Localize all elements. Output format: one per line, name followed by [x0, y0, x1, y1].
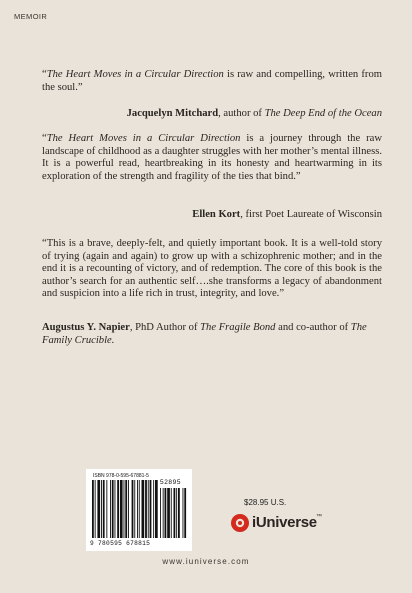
barcode-bar [150, 480, 152, 538]
blurb-2-role: , first Poet Laureate of Wisconsin [240, 209, 382, 220]
blurb-1-work: The Deep End of the Ocean [264, 108, 382, 119]
barcode-bar [106, 480, 107, 538]
blurb-3-text: “This is a brave, deeply-felt, and quietly important book. It is a well-told story of trying (again and again) to grow up with a schizophrenic mother; and in the end it is a recounting of victory, and of redemption. The core of this book is the author’s search for an authentic self….she transforms a legacy of abandonment and suspicion into a life rich in trust, integrity, and love.” [42, 238, 382, 300]
price: $28.95 U.S. [244, 498, 287, 507]
barcode-bar [145, 480, 147, 538]
barcode-bar [97, 480, 100, 538]
blurb-2-title: The Heart Moves in a Circular Direction [46, 133, 241, 144]
barcode-bar [101, 480, 102, 538]
addon-bar [178, 488, 180, 538]
addon-bar [160, 488, 161, 538]
isbn-label: ISBN 978-0-595-67881-5 [93, 473, 149, 479]
blurb-1-body: is raw and compelling, written from the soul.” [42, 69, 382, 93]
addon-bar [163, 488, 164, 538]
barcode-bar [134, 480, 135, 538]
blurb-2-text: “The Heart Moves in a Circular Direction is a journey through the raw landscape of childhood as a daughter struggles with her mother’s mental illness. It is a powerful read, heartbreaking in its honesty and heartwarming in its exploration of the strength and fragility of the ties that bind.” [42, 133, 382, 182]
blurb-1-attribution [127, 108, 382, 121]
barcode-bar [120, 480, 123, 538]
genre-label: MEMOIR [14, 12, 48, 21]
blurb-3-role: , PhD Author of [129, 322, 201, 333]
addon-bar [176, 488, 177, 538]
blurb-2-body: is a journey through the raw landscape of childhood as a daughter struggles with her mother’s mental illness. It is a powerful read, heartbreaking in its honesty and heartwarming in its exploration of the strength and fragility of the ties that bind.” [42, 133, 382, 182]
blurb-1-text: “The Heart Moves in a Circular Direction is raw and compelling, written from the soul.” [42, 69, 382, 93]
blurb-3-role2: and co-author of [275, 322, 351, 333]
barcode-bar [155, 480, 158, 538]
publisher-logo [230, 512, 330, 534]
blurb-1-author: Jacquelyn Mitchard [126, 108, 219, 119]
iuniverse-logo-icon [230, 513, 250, 533]
barcode-bar [137, 480, 138, 538]
barcode-bar [153, 480, 154, 538]
barcode-bar [95, 480, 96, 538]
addon-bar [174, 488, 176, 538]
blurb-1-title: The Heart Moves in a Circular Direction [46, 69, 224, 80]
addon-bar [183, 488, 184, 538]
barcode-bar [139, 480, 140, 538]
blurb-2-author: Ellen Kort [192, 209, 241, 220]
barcode-bar [142, 480, 145, 538]
barcode-bar [103, 480, 105, 538]
barcode-bar [148, 480, 149, 538]
barcode-bar [110, 480, 111, 538]
ean-digits: 9 780595 678815 [90, 540, 151, 547]
barcode-bar [115, 480, 116, 538]
barcode-bar [124, 480, 125, 538]
publisher-name: iUniverse [252, 514, 317, 531]
barcode-bar [112, 480, 114, 538]
barcode-bar [128, 480, 129, 538]
addon-bar [184, 488, 186, 538]
barcode [86, 469, 192, 551]
barcode-bar [125, 480, 127, 538]
blurb-3-work: The Fragile Bond [200, 322, 276, 333]
addon-bar [165, 488, 167, 538]
blurb-2-attribution [192, 209, 382, 222]
barcode-bar [92, 480, 94, 538]
blurb-3-author: Augustus Y. Napier [42, 322, 130, 333]
barcode-bar [132, 480, 134, 538]
barcode-bar [117, 480, 119, 538]
blurb-3-attribution [42, 322, 387, 347]
addon-bar [167, 488, 170, 538]
addon-bar [171, 488, 172, 538]
price-addon-number: 52895 [160, 479, 182, 486]
blurb-3-work2: The Family Crucible. [42, 322, 367, 346]
publisher-url: www.iuniverse.com [162, 557, 250, 566]
blurb-1-role: , author of [218, 108, 265, 119]
trademark: ™ [316, 514, 322, 520]
